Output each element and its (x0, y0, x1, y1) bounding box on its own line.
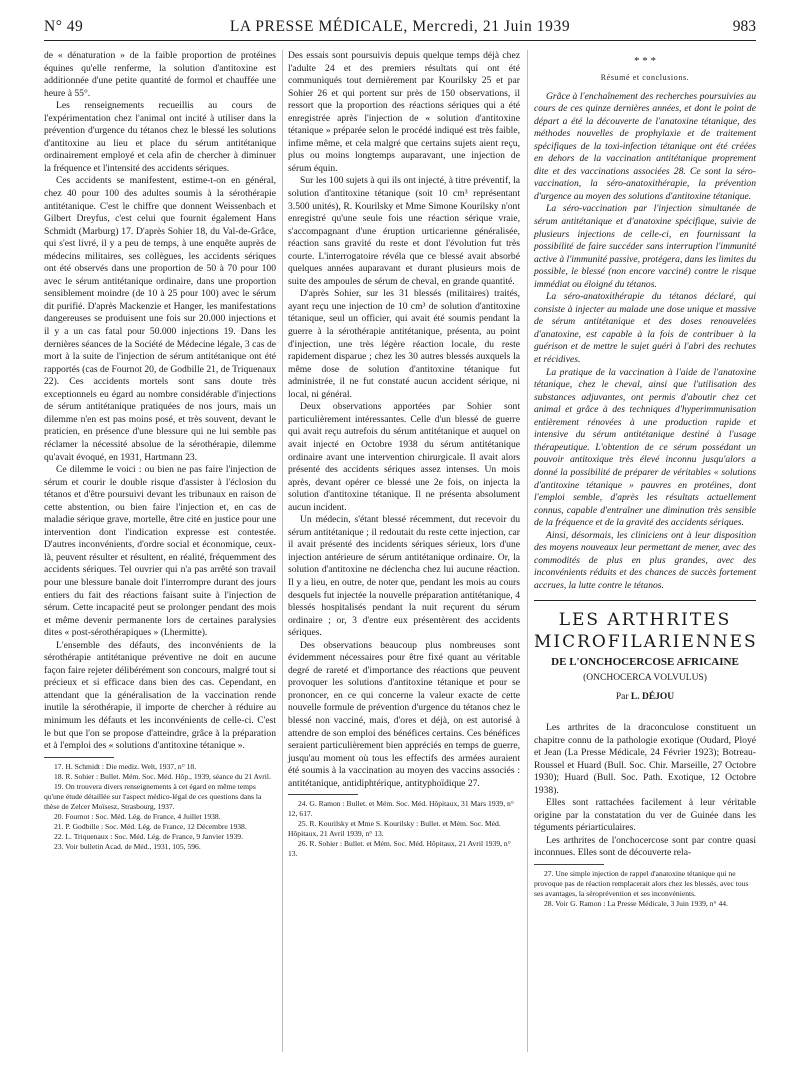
section-stars: * * * (634, 55, 656, 67)
footnote: 22. L. Triquenaux : Soc. Méd. Lég. de France, 9 Janvier 1939. (54, 831, 243, 841)
paragraph: Deux observations apportées par Sohier sont particulièrement intéressantes. Celle d'un blessé de guerre qui avait reçu autrefois du sérum antitétanique et auquel on avait injecté en Octobre 1938 du sérum antitétanique ordinaire avant une intervention chirurgicale. Il avait alors présenté des accidents sériques assez intenses. Un mois après, devant opérer ce blessé une 2e fois, on injecta la solution d'antitoxine tétanique. Il ne présenta absolument aucun incident. (288, 401, 520, 513)
article-title-line-2: MICROFILARIENNES (534, 632, 758, 653)
footnote: 27. Une simple injection de rappel d'anatoxine tétanique qui ne provoque pas de réaction remplacerait alors chez les blessés, avec tous ses avantages, la séroprévention et ses inconvénients. (534, 868, 749, 898)
section-heading: Résumé et conclusions. (600, 73, 690, 82)
page-header (44, 16, 756, 41)
footnote-separator (44, 757, 114, 758)
footnote: 18. R. Sohier : Bullet. Mém. Soc. Méd. Hôp., 1939, séance du 21 Avril. (54, 771, 271, 781)
paragraph: L'ensemble des défauts, des inconvénients de la sérothérapie antitétanique préventive ne doit en aucune façon faire rejeter délibérément son concours, malgré tout si précieux et si efficace dans bien des cas. Cependant, en attendant que la généralisation de la vaccination rende inutile la sérothérapie, il importe de chercher à réduire au minimum les défauts et les inconvénients de celle-ci. C'est le but que l'on se propose d'atteindre, grâce à la préparation et à l'emploi des « solutions d'antitoxine tétanique ». (44, 639, 276, 752)
paragraph: Les renseignements recueillis au cours de l'expérimentation chez l'animal ont incité à utiliser dans la prévention d'urgence du tétanos chez le blessé les solutions d'antitoxine au lieu et place du sérum antitétanique ordinairement employé et cela afin de chercher à diminuer la fréquence et l'intensité des accidents sériques. (44, 100, 276, 174)
paragraph: La pratique de la vaccination à l'aide de l'anatoxine tétanique, chez le cheval, ainsi que l'utilisation des substances adjuvantes, ont permis d'aboutir chez cet animal et grâce à des techniques d'hyperimmunisation entièrement rénovées à une production rapide et intensive du sérum antitétanique destiné à l'usage thérapeutique. L'obtention de ce sérum possédant un pouvoir antitoxique très élevé inconnu jusqu'alors a donné la possibilité de préparer de véritables « solutions d'antitoxine tétanique » pauvres en protéines, dont l'emploi semble, d'après les résultats actuellement connus, capable d'entraîner une diminution très sensible de la fréquence et de la gravité des accidents sériques. (534, 366, 756, 529)
article-title: LES ARTHRITES (558, 610, 732, 631)
footnote: 24. G. Ramon : Bullet. et Mém. Soc. Méd. Hôpitaux, 31 Mars 1939, n° 12, 617. (288, 799, 514, 819)
footnote: 23. Voir bulletin Acad. de Méd., 1931, 105, 596. (54, 841, 201, 851)
article-subtitle: DE L'ONCHOCERCOSE AFRICAINE (551, 656, 739, 669)
footnote-separator (288, 794, 358, 795)
author-name: L. DÉJOU (630, 692, 675, 703)
article-subtitle-latin: (ONCHOCERCA VOLVULUS) (583, 673, 707, 684)
footnote: 28. Voir G. Ramon : La Presse Médicale, 3 Juin 1939, n° 44. (544, 898, 728, 908)
paragraph: Les arthrites de l'onchocercose sont par contre quasi inconnues. Elles sont de découverte rela- (534, 834, 756, 859)
column-divider (282, 50, 283, 1052)
paragraph: Ces accidents se manifestent, estime-t-on en général, chez 40 pour 100 des adultes soumis à la sérothérapie antitétanique. C'est le chiffre que donnent Weissenbach et Gilbert Dreyfus, c'est celui que fournit également Hans Schmidt (Marburg) 17. D'après Sohier 18, du Val-de-Grâce, qui s'est livré, il y a peu de temps, à une enquête auprès de médecins militaires, ses collègues, les accidents sériques ont été observés dans une proportion de 50 à 70 pour 100 avec le sérum antitétanique ordinaire, dans une proportion sensiblement moindre (de 10 à 25 pour 100) avec le sérum dit purifié. D'après Mackenzie et Hanger, les manifestations dangereuses se produisent une fois sur 20.000 injections et il y a un cas fatal pour 50.000 injections 19. Dans les dernières séances de la Société de Médecine légale, 3 cas de mort à la suite de l'injection de sérum antitétanique ont été rapportés (cas de Fournot 20, de Godbille 21, de Triquenaux 22). Ces accidents mortels sont sans doute très exceptionnels eu égard au nombre considérable d'injections de sérum antitétanique pratiquées de nos jours, mais un dilemme n'en est pas moins posé, et très souvent, devant le praticien, en présence d'une blessure qui ne lui semble pas réclamer la nécessité absolue de la sérothérapie, dilemme qu'avait évoqué, en 1931, Hartmann 23. (44, 175, 276, 463)
paragraph: La séro-anatoxithérapie du tétanos déclaré, qui consiste à injecter au malade une dose unique et massive de sérum antitétanique et des doses renouvelées d'anatoxine, est capable à la fois de contribuer à la guérison et de mettre le sujet guéri à l'abri des rechutes et récidives. (534, 291, 756, 366)
footnote: 17. H. Schmidt : Die mediz. Welt, 1937, n° 18. (54, 761, 197, 771)
column-2 (288, 50, 520, 859)
footnotes (44, 762, 276, 852)
footnote: 21. P. Godbille : Soc. Méd. Lég. de France, 12 Décembre 1938. (54, 821, 247, 831)
paragraph: La séro-vaccination par l'injection simultanée de sérum antitétanique et d'anatoxine spécifique, suivie de plusieurs injections de celle-ci, en fournissant la possibilité de faire succéder sans interruption l'immunité active à l'immunité passive, protégera, dans les limites du possible, le blessé (non encore vacciné) contre le risque immédiat ou éloigné du tétanos. (534, 203, 756, 290)
column-3 (534, 50, 756, 909)
byline-prefix: Par (615, 692, 629, 703)
paragraph: Ce dilemme le voici : ou bien ne pas faire l'injection de sérum et courir le double risque d'assister à l'éclosion du tétanos et d'être poursuivi devant les tribunaux en raison de cette abstention, ou bien faire l'injection et, en cas de maladie sérique grave, mortelle, être cité en justice pour une intervention dont l'indication expresse est contestée. D'autres inconvénients, d'ordre social et économique, ceux-là, peuvent résulter et résultent, en réalité, fréquemment des accidents sériques. Tel ouvrier qui n'a pas arrêté son travail pour une blessure banale doit l'interrompre durant des jours entiers du fait des réactions faisant suite à l'injection de sérum. Cette incapacité peut se prolonger pendant des mois et même devenir permanente lors de certaines paralysies dites « post-sérothérapiques » (Lhermitte). (44, 464, 276, 639)
paragraph: Sur les 100 sujets à qui ils ont injecté, à titre préventif, la solution d'antitoxine tétanique (soit 10 cm³ représentant 3.500 unités), R. Kourilsky et Mme Simone Kourilsky n'ont enregistré qu'une seule fois une réaction sérique vraie, s'accompagnant d'une éruption urticarienne généralisée, réaction sans gravité du reste et dont l'évolution fut très courte. L'interrogatoire révéla que ce blessé avait absorbé quelques années auparavant et durant plusieurs mois de suite des ampoules de sérum de cheval, en grande quantité. (288, 175, 520, 287)
page-number: 983 (732, 18, 756, 35)
column-divider (527, 50, 528, 1052)
footnote: 20. Fournot : Soc. Méd. Lég. de France, 4 Juillet 1938. (54, 811, 221, 821)
footnote: 25. R. Kourilsky et Mme S. Kourilsky : Bullet. et Mém. Soc. Méd. Hôpitaux, 21 Avril 1939, n° 13. (288, 819, 501, 839)
paragraph: Des observations beaucoup plus nombreuses sont évidemment nécessaires pour être fixé quant au véritable degré de rareté et d'importance des réactions que peuvent provoquer les solutions d'antitoxine tétanique et pour se prononcer, en ce qui concerne la valeur exacte de cette nouvelle formule de prévention d'urgence du tétanos chez le blessé non vacciné, mais, d'ores et déjà, on est autorisé à attendre de son emploi des bénéfices certains. Ces bénéfices seraient particulièrement bien appréciés en temps de guerre, jusqu'au moment où tous les effectifs des armées auraient été soumis à la vaccination au moyen des vaccins associés : antitétanique, antidiphtérique, antityphoïdique 27. (288, 639, 520, 789)
footnote-separator (534, 864, 604, 865)
paragraph: Des essais sont poursuivis depuis quelque temps déjà chez l'adulte 24 et des premiers résultats qui ont été communiqués tout dernièrement par Kourilsky 25 et par Sohier 26 et qui portent sur près de 150 observations, il ressort que la proportion des réactions sériques qui a été enregistrée après l'injection de « solution d'antitoxine tétanique » préparée selon le procédé indiqué est très faible, infime même, et cela malgré que certains sujets aient reçu, plus ou moins longtemps auparavant, une injection de sérum équin. (288, 50, 520, 174)
column-1 (44, 50, 276, 852)
footnotes (534, 869, 756, 909)
article-byline (534, 691, 756, 704)
paragraph: de « dénaturation » de la faible proportion de protéines équines qu'elle renferme, la solution d'antitoxine est additionnée d'une petite quantité de formol et chauffée une heure à 55°. (44, 50, 276, 99)
paragraph: D'après Sohier, sur les 31 blessés (militaires) traités, ayant reçu une injection de 10 cm³ de solution d'antitoxine tétanique, seul un officier, qui avait été soumis pendant la guerre à la sérothérapie antitétanique, présenta, au point d'injection, une très légère réaction locale, du reste rapidement disparue ; chez les 30 autres blessés auxquels la même dose de solution d'antitoxine tétanique fut administrée, il ne fut constaté aucun accident sérique, ni local, ni général. (288, 288, 520, 400)
journal-title: LA PRESSE MÉDICALE, Mercredi, 21 Juin 1939 (229, 18, 571, 35)
conclusions-block (534, 91, 756, 593)
issue-number: N° 49 (44, 18, 84, 35)
paragraph: Grâce à l'enchaînement des recherches poursuivies au cours de ces quinze dernières années, et dont le point de départ a été la découverte de l'anatoxine tétanique, des méthodes nouvelles de prophylaxie et de traitement spécifiques de la toxi-infection tétanique ont été créées en dehors de la vaccination antitétanique proprement dite et des vaccinations associées 28. Ce sont la séro-vaccination, la séro-anatoxithérapie, la prévention d'urgence au moyen des solutions d'antitoxine tétanique. (534, 90, 756, 202)
paragraph: Les arthrites de la draconculose constituent un chapitre connu de la pathologie exotique (Oudard, Ployé et Jean (La Presse Médicale, 24 Février 1923); Botreau-Roussel et Huard (Bull. Soc. Chir. Marseille, 27 Octobre 1930); Huard (Bull. Soc. Path. Exotique, 12 Octobre 1938). (534, 721, 756, 796)
paragraph: Elles sont rattachées facilement à leur véritable origine par la constatation du ver de Guinée dans les téguments périarticulaires. (534, 797, 756, 834)
article-separator (534, 600, 756, 601)
paragraph: Ainsi, désormais, les cliniciens ont à leur disposition des moyens nouveaux leur permettant de mener, avec des commodités de plus en plus grandes, avec des inconvénients réduits et des chances de succès fortement accrues, la lutte contre le tétanos. (534, 529, 756, 591)
footnote: 26. R. Sohier : Bullet. et Mém. Soc. Méd. Hôpitaux, 21 Avril 1939, n° 13. (288, 839, 511, 859)
paragraph: Un médecin, s'étant blessé récemment, dut recevoir du sérum antitétanique ; il redoutait du reste cette injection, car il avait présenté des incidents sériques sérieux, lors d'une injection antérieure de sérum antitétanique ordinaire. Or, la solution d'antitoxine ne déclencha chez lui aucune réaction. Il y a lieu, en outre, de noter que, pendant les mois au cours desquels fut injectée la nouvelle préparation antitétanique, 4 blessés hospitalisés pendant la nuit reçurent du sérum ordinaire ; or, 3 d'entre eux présentèrent des accidents sériques. (288, 514, 520, 639)
footnotes (288, 799, 520, 859)
footnote: 19. On trouvera divers renseignements à cet égard en même temps qu'une étude détaillée sur l'aspect médico-légal de ces questions dans la thèse de Zelcer Moïsesz, Strasbourg, 1937. (44, 781, 262, 811)
